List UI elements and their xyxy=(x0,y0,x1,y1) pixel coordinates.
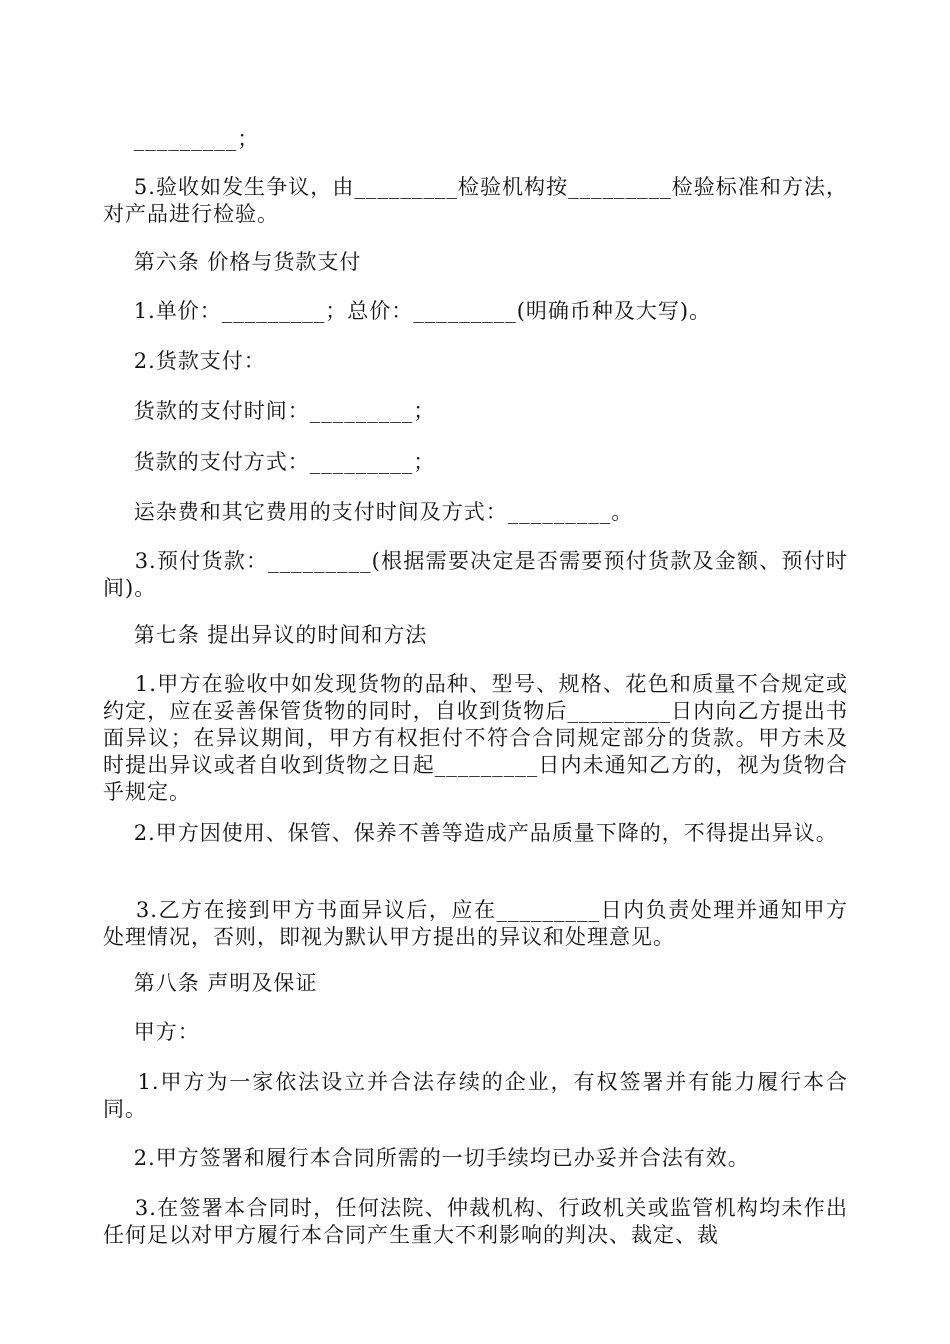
paragraph-blank-line: _________； xyxy=(103,127,260,151)
paragraph-inspection-dispute: 5.验收如发生争议，由_________检验机构按_________检验标准和方法，对产品进行检验。 xyxy=(103,175,848,226)
paragraph-warranty-1: 1.甲方为一家依法设立并合法存续的企业，有权签署并有能力履行本合同。 xyxy=(103,1070,848,1121)
paragraph-warranty-3: 3.在签署本合同时，任何法院、仲裁机构、行政机关或监管机构均未作出任何足以对甲方履行本合同产生重大不利影响的判决、裁定、裁 xyxy=(103,1196,848,1247)
paragraph-objection-1: 1.甲方在验收中如发现货物的品种、型号、规格、花色和质量不合规定或约定，应在妥善保管货物的同时，自收到货物后_________日内向乙方提出书面异议；在异议期间，甲方有权拒付不符合合同规定部分的货款。甲方未及时提出异议或者自收到货物之日起_________日内未通知乙方的，视为货物合乎规定。 xyxy=(103,672,848,804)
section-heading-article-6: 第六条 价格与货款支付 xyxy=(103,250,362,274)
paragraph-objection-2: 2.甲方因使用、保管、保养不善等造成产品质量下降的，不得提出异议。 xyxy=(103,821,838,845)
paragraph-freight-payment: 运杂费和其它费用的支付时间及方式：_________。 xyxy=(103,500,634,524)
paragraph-party-a: 甲方： xyxy=(103,1020,200,1044)
paragraph-prepayment: 3.预付货款：_________(根据需要决定是否需要预付货款及金额、预付时间)。 xyxy=(103,549,849,600)
paragraph-payment-time: 货款的支付时间：_________； xyxy=(103,399,436,423)
paragraph-payment-method: 货款的支付方式：_________； xyxy=(103,450,436,474)
section-heading-article-8: 第八条 声明及保证 xyxy=(103,971,318,995)
paragraph-payment: 2.货款支付： xyxy=(103,349,266,373)
paragraph-unit-price: 1.单价：_________；总价：_________(明确币种及大写)。 xyxy=(103,299,712,323)
section-heading-article-7: 第七条 提出异议的时间和方法 xyxy=(103,623,428,647)
paragraph-objection-3: 3.乙方在接到甲方书面异议后，应在_________日内负责处理并通知甲方处理情况，否则，即视为默认甲方提出的异议和处理意见。 xyxy=(103,898,848,949)
paragraph-warranty-2: 2.甲方签署和履行本合同所需的一切手续均已办妥并合法有效。 xyxy=(103,1146,750,1170)
